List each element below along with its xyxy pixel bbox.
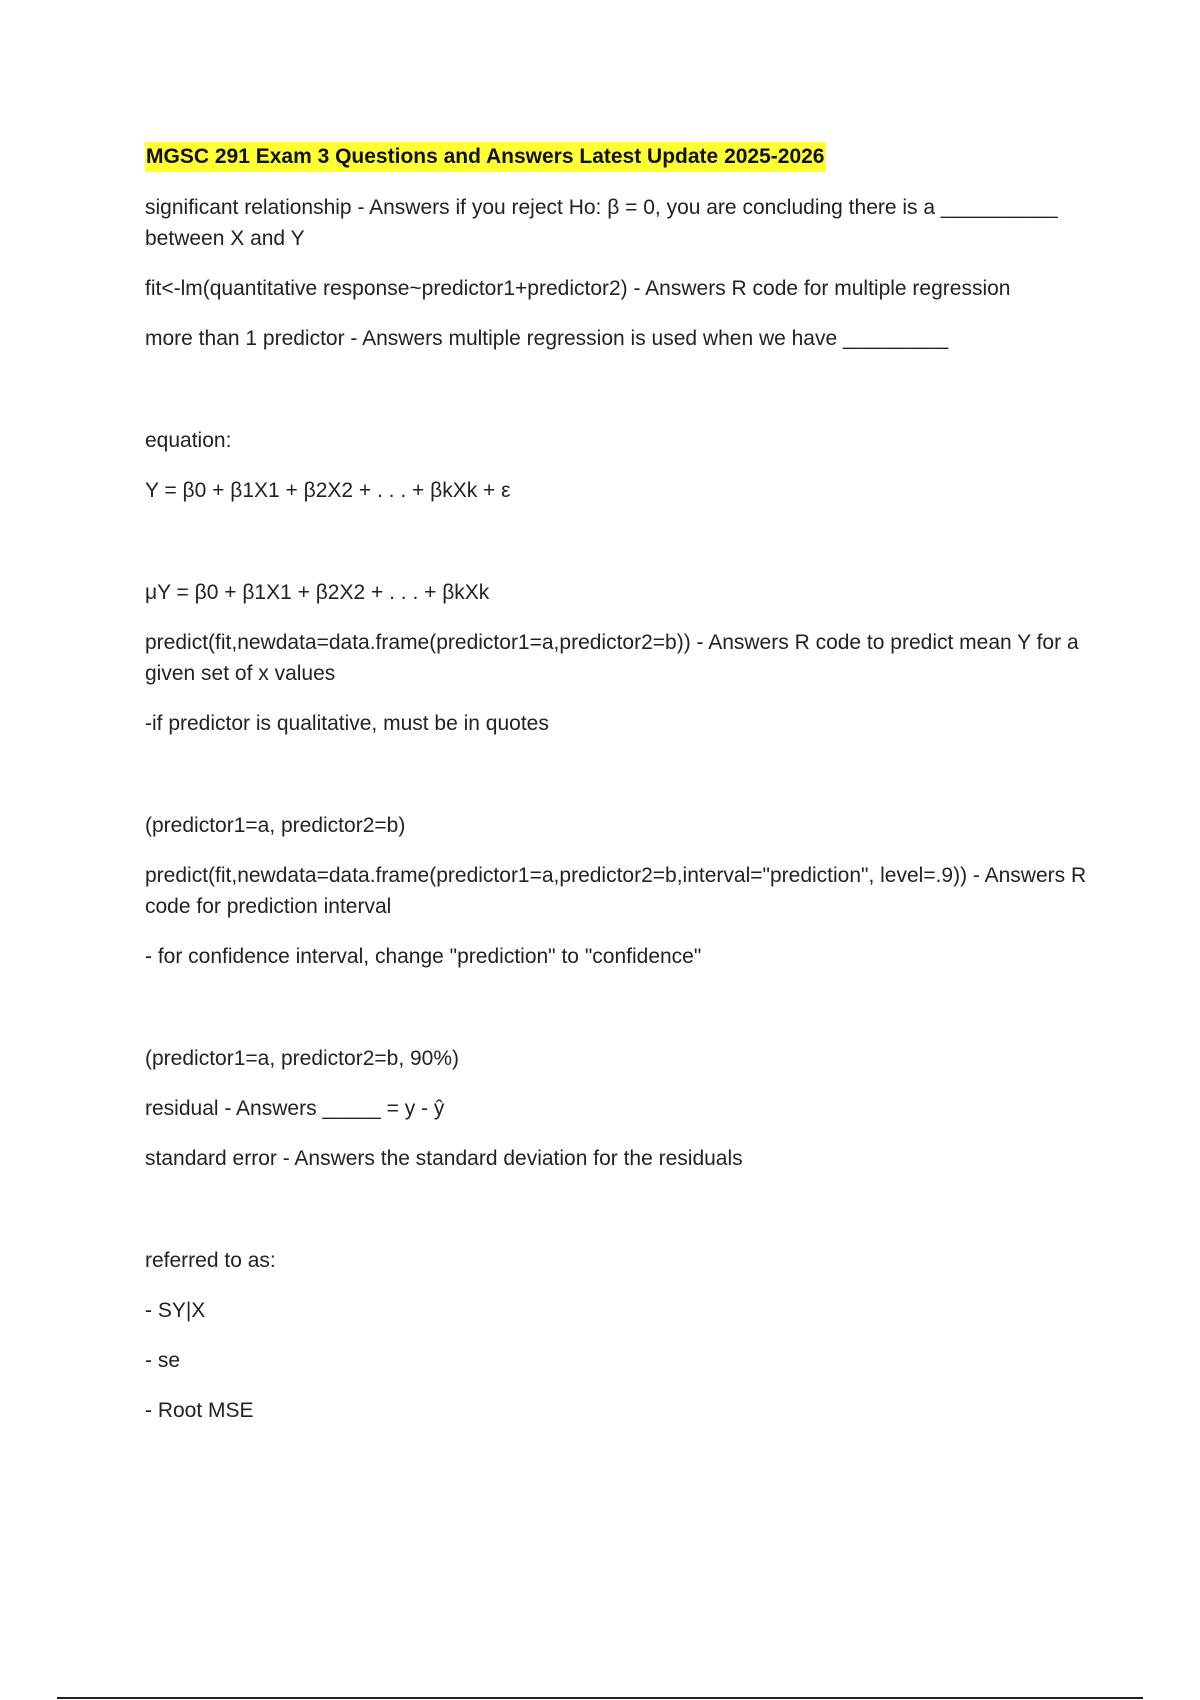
- alias-se: - se: [145, 1349, 181, 1372]
- alias-sy-x: - SY|X: [145, 1299, 206, 1322]
- qa-r-code-prediction-interval: predict(fit,newdata=data.frame(predictor1=a,predictor2=b,interval="prediction", level=.9)) - Answers R code for prediction interval: [145, 864, 1087, 918]
- referred-to-as-label: referred to as:: [145, 1249, 276, 1272]
- equation-label: equation:: [145, 429, 232, 452]
- qa-significant-relationship: significant relationship - Answers if you reject Ho: β = 0, you are concluding there is a __________ between X and Y: [145, 196, 1058, 250]
- document-title: MGSC 291 Exam 3 Questions and Answers Latest Update 2025-2026: [145, 142, 826, 172]
- document-content: [145, 142, 1095, 1445]
- spacer: [145, 991, 1095, 1043]
- equation-y: Y = β0 + β1X1 + β2X2 + . . . + βkXk + ε: [145, 479, 511, 502]
- qa-r-code-multiple-regression: fit<-lm(quantitative response~predictor1+predictor2) - Answers R code for multiple regression: [145, 277, 1011, 300]
- qa-r-code-predict-mean: predict(fit,newdata=data.frame(predictor1=a,predictor2=b)) - Answers R code to predict mean Y for a given set of x values: [145, 631, 1079, 685]
- spacer: [145, 758, 1095, 810]
- spacer: [145, 1193, 1095, 1245]
- qa-standard-error: standard error - Answers the standard deviation for the residuals: [145, 1147, 743, 1170]
- alias-root-mse: - Root MSE: [145, 1399, 254, 1422]
- spacer: [145, 373, 1095, 425]
- qa-residual: residual - Answers _____ = y - ŷ: [145, 1097, 445, 1120]
- spacer: [145, 525, 1095, 577]
- note-confidence-interval: - for confidence interval, change "prediction" to "confidence": [145, 945, 702, 968]
- note-qualitative-quotes: -if predictor is qualitative, must be in quotes: [145, 712, 549, 735]
- predictor-example-90: (predictor1=a, predictor2=b, 90%): [145, 1047, 460, 1070]
- predictor-example: (predictor1=a, predictor2=b): [145, 814, 406, 837]
- qa-more-than-one-predictor: more than 1 predictor - Answers multiple regression is used when we have _________: [145, 327, 949, 350]
- equation-mu-y: μY = β0 + β1X1 + β2X2 + . . . + βkXk: [145, 581, 490, 604]
- footer-rule: [57, 1697, 1143, 1699]
